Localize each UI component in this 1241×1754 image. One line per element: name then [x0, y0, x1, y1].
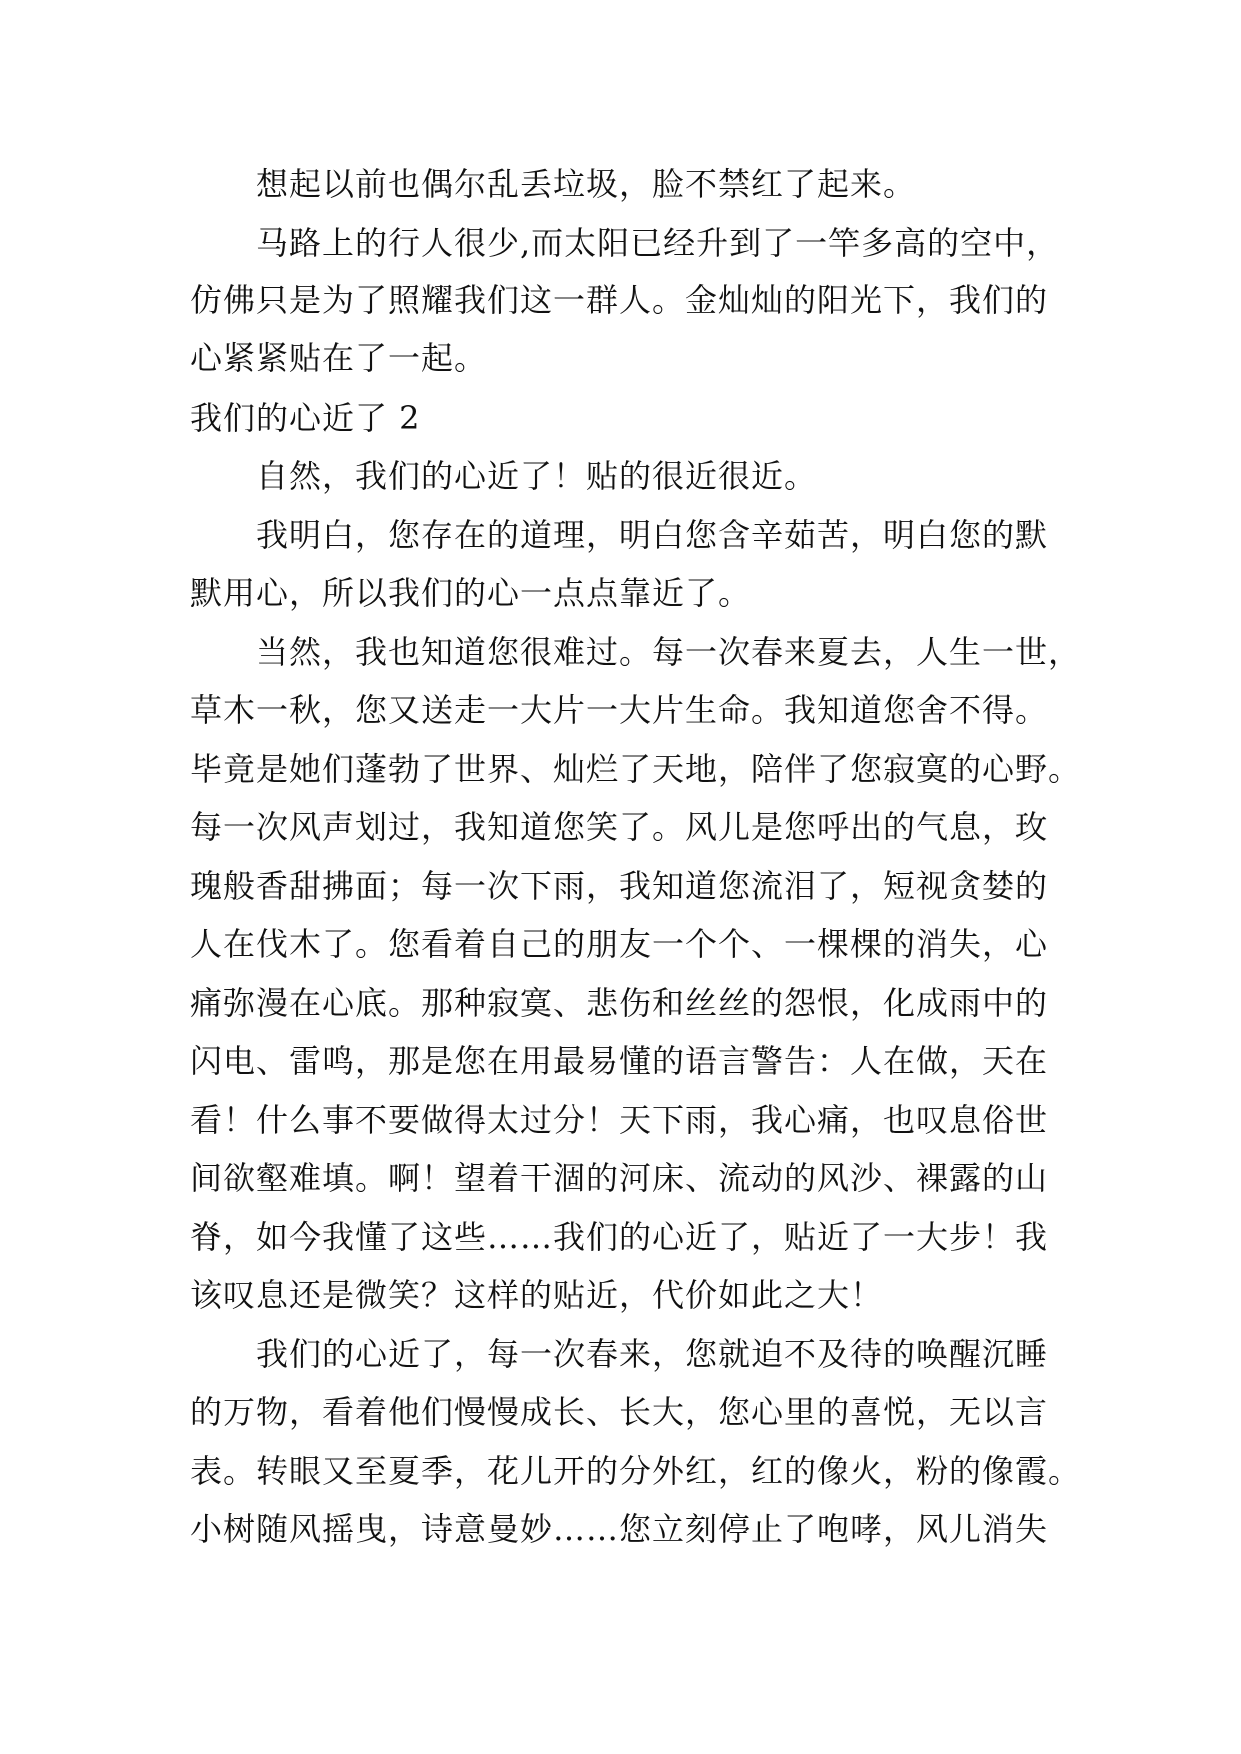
text-line: 毕竟是她们蓬勃了世界、灿烂了天地，陪伴了您寂寞的心野。 [190, 750, 1082, 788]
text-line: 看！什么事不要做得太过分！天下雨，我心痛，也叹息俗世 [190, 1101, 1049, 1139]
text-line: 表。转眼又至夏季，花儿开的分外红，红的像火，粉的像霞。 [190, 1452, 1082, 1490]
text-line: 想起以前也偶尔乱丢垃圾，脸不禁红了起来。 [256, 165, 917, 203]
text-line: 默用心，所以我们的心一点点靠近了。 [190, 574, 752, 612]
text-line: 该叹息还是微笑？这样的贴近，代价如此之大！ [190, 1276, 884, 1314]
text-line: 心紧紧贴在了一起。 [190, 339, 488, 377]
text-line: 脊，如今我懂了这些……我们的心近了，贴近了一大步！我 [190, 1218, 1049, 1256]
text-line: 小树随风摇曳，诗意曼妙……您立刻停止了咆哮，风儿消失 [190, 1510, 1049, 1548]
text-line: 间欲壑难填。啊！望着干涸的河床、流动的风沙、裸露的山 [190, 1159, 1049, 1197]
text-line: 每一次风声划过，我知道您笑了。风儿是您呼出的气息，玫 [190, 808, 1049, 846]
text-line: 马路上的行人很少,而太阳已经升到了一竿多高的空中， [256, 224, 1060, 262]
text-line: 我明白，您存在的道理，明白您含辛茹苦，明白您的默 [256, 516, 1049, 554]
text-line: 当然，我也知道您很难过。每一次春来夏去，人生一世， [256, 633, 1082, 671]
text-line: 瑰般香甜拂面；每一次下雨，我知道您流泪了，短视贪婪的 [190, 867, 1049, 905]
text-line: 闪电、雷鸣，那是您在用最易懂的语言警告：人在做，天在 [190, 1042, 1049, 1080]
text-line: 我们的心近了，每一次春来，您就迫不及待的唤醒沉睡 [256, 1335, 1049, 1373]
text-line: 仿佛只是为了照耀我们这一群人。金灿灿的阳光下，我们的 [190, 281, 1049, 319]
text-line: 的万物，看着他们慢慢成长、长大，您心里的喜悦，无以言 [190, 1393, 1049, 1431]
text-line: 自然，我们的心近了！贴的很近很近。 [256, 457, 818, 495]
text-line: 草木一秋，您又送走一大片一大片生命。我知道您舍不得。 [190, 691, 1049, 729]
text-line: 痛弥漫在心底。那种寂寞、悲伤和丝丝的怨恨，化成雨中的 [190, 984, 1049, 1022]
section-heading: 我们的心近了 2 [190, 399, 421, 437]
text-line: 人在伐木了。您看着自己的朋友一个个、一棵棵的消失，心 [190, 925, 1049, 963]
